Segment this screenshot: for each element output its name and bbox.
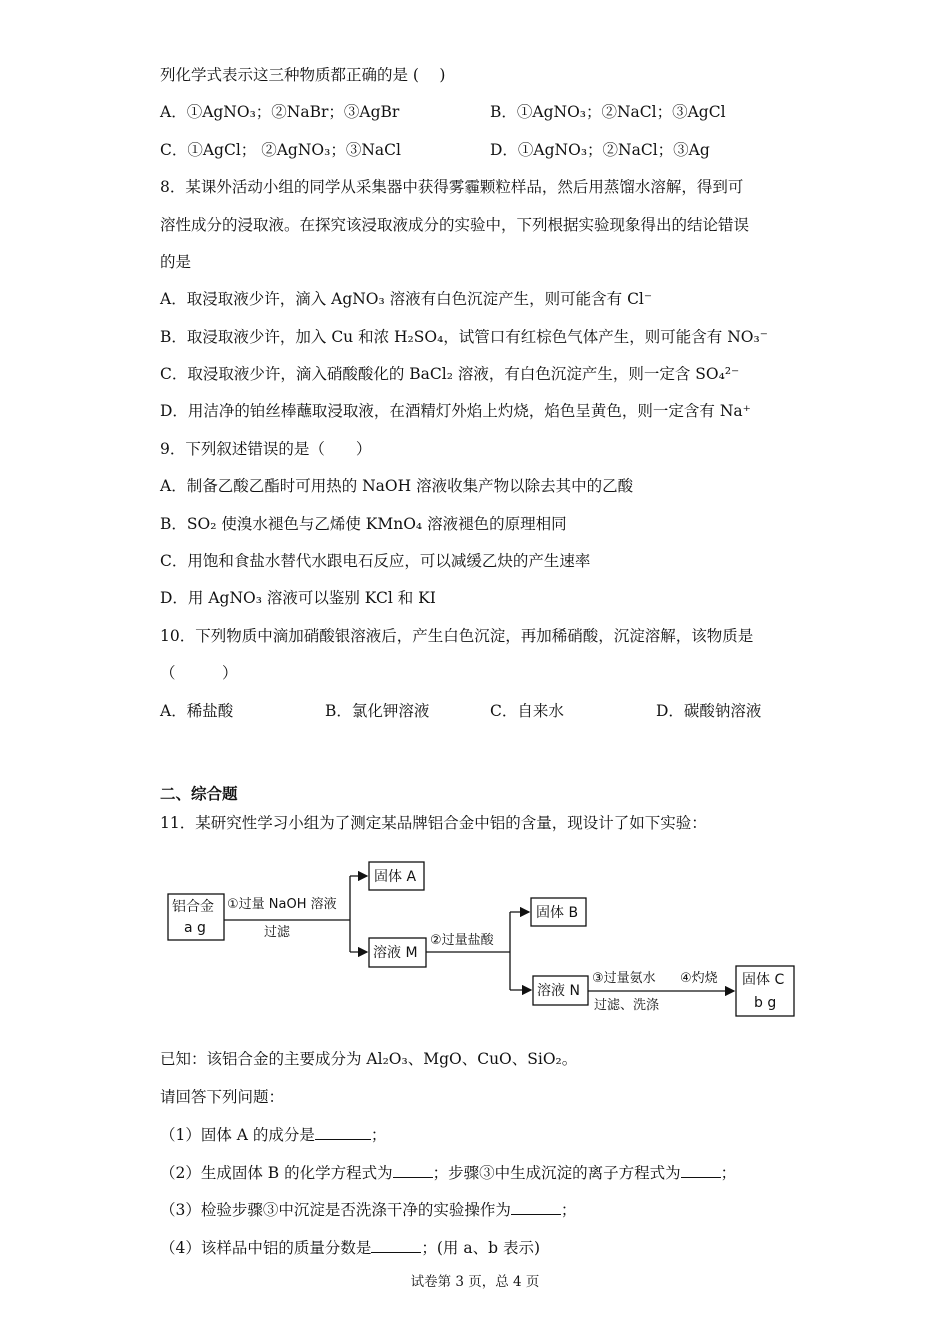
q8-option-d: D．用洁净的铂丝棒蘸取浸取液，在酒精灯外焰上灼烧，焰色呈黄色，则一定含有 Na⁺ xyxy=(160,402,751,420)
answer-blank-3[interactable] xyxy=(511,1198,561,1215)
q11-part1 xyxy=(160,1123,386,1146)
page-footer: 试卷第 3 页，总 4 页 xyxy=(410,1274,540,1290)
step1-reagent: ①过量 NaOH 溶液 xyxy=(227,897,337,912)
q9-option-d: D．用 AgNO₃ 溶液可以鉴别 KCl 和 KI xyxy=(160,589,436,607)
q11-part4 xyxy=(160,1236,540,1259)
q10-option-a: A．稀盐酸 xyxy=(160,702,234,720)
q11-known: 已知：该铝合金的主要成分为 Al₂O₃、MgO、CuO、SiO₂。 xyxy=(160,1050,578,1068)
q8-stem-line3: 的是 xyxy=(160,253,192,271)
q8-option-a: A．取浸取液少许，滴入 AgNO₃ 溶液有白色沉淀产生，则可能含有 Cl⁻ xyxy=(160,290,653,308)
q11-part4-end: ；(用 a、b 表示) xyxy=(421,1239,540,1257)
solution-m-label: 溶液 M xyxy=(373,945,418,961)
q11-prompt: 请回答下列问题： xyxy=(160,1088,285,1106)
flow-diagram xyxy=(160,852,810,1024)
q11-part3-text: （3）检验步骤③中沉淀是否洗涤干净的实验操作为 xyxy=(160,1201,511,1219)
step2-reagent: ②过量盐酸 xyxy=(430,933,494,948)
solid-b-label: 固体 B xyxy=(536,905,579,921)
answer-blank-4[interactable] xyxy=(371,1236,421,1253)
q11-part2-text-a: （2）生成固体 B 的化学方程式为 xyxy=(160,1164,393,1182)
solid-c-mass: b g xyxy=(754,995,777,1011)
q8-stem-line2: 溶性成分的浸取液。在探究该浸取液成分的实验中，下列根据实验现象得出的结论错误 xyxy=(160,216,750,234)
solid-c-label: 固体 C xyxy=(742,972,785,988)
alloy-label: 铝合金 xyxy=(172,899,214,915)
q7-option-a: A．①AgNO₃；②NaBr；③AgBr xyxy=(160,103,400,121)
q11-part1-end: ； xyxy=(370,1126,387,1144)
q11-part3-end: ； xyxy=(560,1201,577,1219)
step1-operation: 过滤 xyxy=(264,925,291,940)
alloy-mass: a g xyxy=(184,920,206,936)
answer-blank-1[interactable] xyxy=(315,1123,371,1140)
q8-stem-line1: 8．某课外活动小组的同学从采集器中获得雾霾颗粒样品，然后用蒸馏水溶解，得到可 xyxy=(160,178,744,196)
q11-part4-text: （4）该样品中铝的质量分数是 xyxy=(160,1239,372,1257)
q7-option-b: B．①AgNO₃；②NaCl；③AgCl xyxy=(490,103,726,121)
q9-option-a: A．制备乙酸乙酯时可用热的 NaOH 溶液收集产物以除去其中的乙酸 xyxy=(160,477,634,495)
q11-part2-text-b: ；步骤③中生成沉淀的离子方程式为 xyxy=(432,1164,681,1182)
q11-stem: 11．某研究性学习小组为了测定某品牌铝合金中铝的含量，现设计了如下实验： xyxy=(160,814,707,832)
q11-part2-end: ； xyxy=(720,1164,737,1182)
q9-option-c: C．用饱和食盐水替代水跟电石反应，可以减缓乙炔的产生速率 xyxy=(160,552,591,570)
q7-stem: 列化学式表示这三种物质都正确的是 ( ) xyxy=(160,66,446,84)
q11-part3 xyxy=(160,1198,576,1221)
q10-paren: （ ） xyxy=(160,664,238,682)
q10-option-b: B．氯化钾溶液 xyxy=(325,702,430,720)
step4-operation: ④灼烧 xyxy=(680,971,718,986)
answer-blank-2a[interactable] xyxy=(393,1161,433,1178)
q9-stem: 9．下列叙述错误的是（ ） xyxy=(160,440,372,458)
q7-option-d: D．①AgNO₃；②NaCl；③Ag xyxy=(490,141,710,159)
solution-n-label: 溶液 N xyxy=(537,983,580,999)
q10-option-c: C．自来水 xyxy=(490,702,564,720)
answer-blank-2b[interactable] xyxy=(681,1161,721,1178)
solid-a-label: 固体 A xyxy=(374,869,417,885)
q7-option-c: C．①AgCl； ②AgNO₃；③NaCl xyxy=(160,141,401,159)
q10-option-d: D．碳酸钠溶液 xyxy=(656,702,762,720)
q9-option-b: B．SO₂ 使溴水褪色与乙烯使 KMnO₄ 溶液褪色的原理相同 xyxy=(160,515,567,533)
q10-stem: 10．下列物质中滴加硝酸银溶液后，产生白色沉淀，再加稀硝酸，沉淀溶解，该物质是 xyxy=(160,627,754,645)
step3-reagent: ③过量氨水 xyxy=(592,971,656,986)
q11-part1-text: （1）固体 A 的成分是 xyxy=(160,1126,315,1144)
step3-operation: 过滤、洗涤 xyxy=(594,998,660,1013)
q8-option-c: C．取浸取液少许，滴入硝酸酸化的 BaCl₂ 溶液，有白色沉淀产生，则一定含 SO₄²⁻ xyxy=(160,365,740,383)
q8-option-b: B．取浸取液少许，加入 Cu 和浓 H₂SO₄，试管口有红棕色气体产生，则可能含有 NO₃⁻ xyxy=(160,328,768,346)
q11-part2 xyxy=(160,1161,736,1184)
section-title: 二、综合题 xyxy=(160,785,238,803)
